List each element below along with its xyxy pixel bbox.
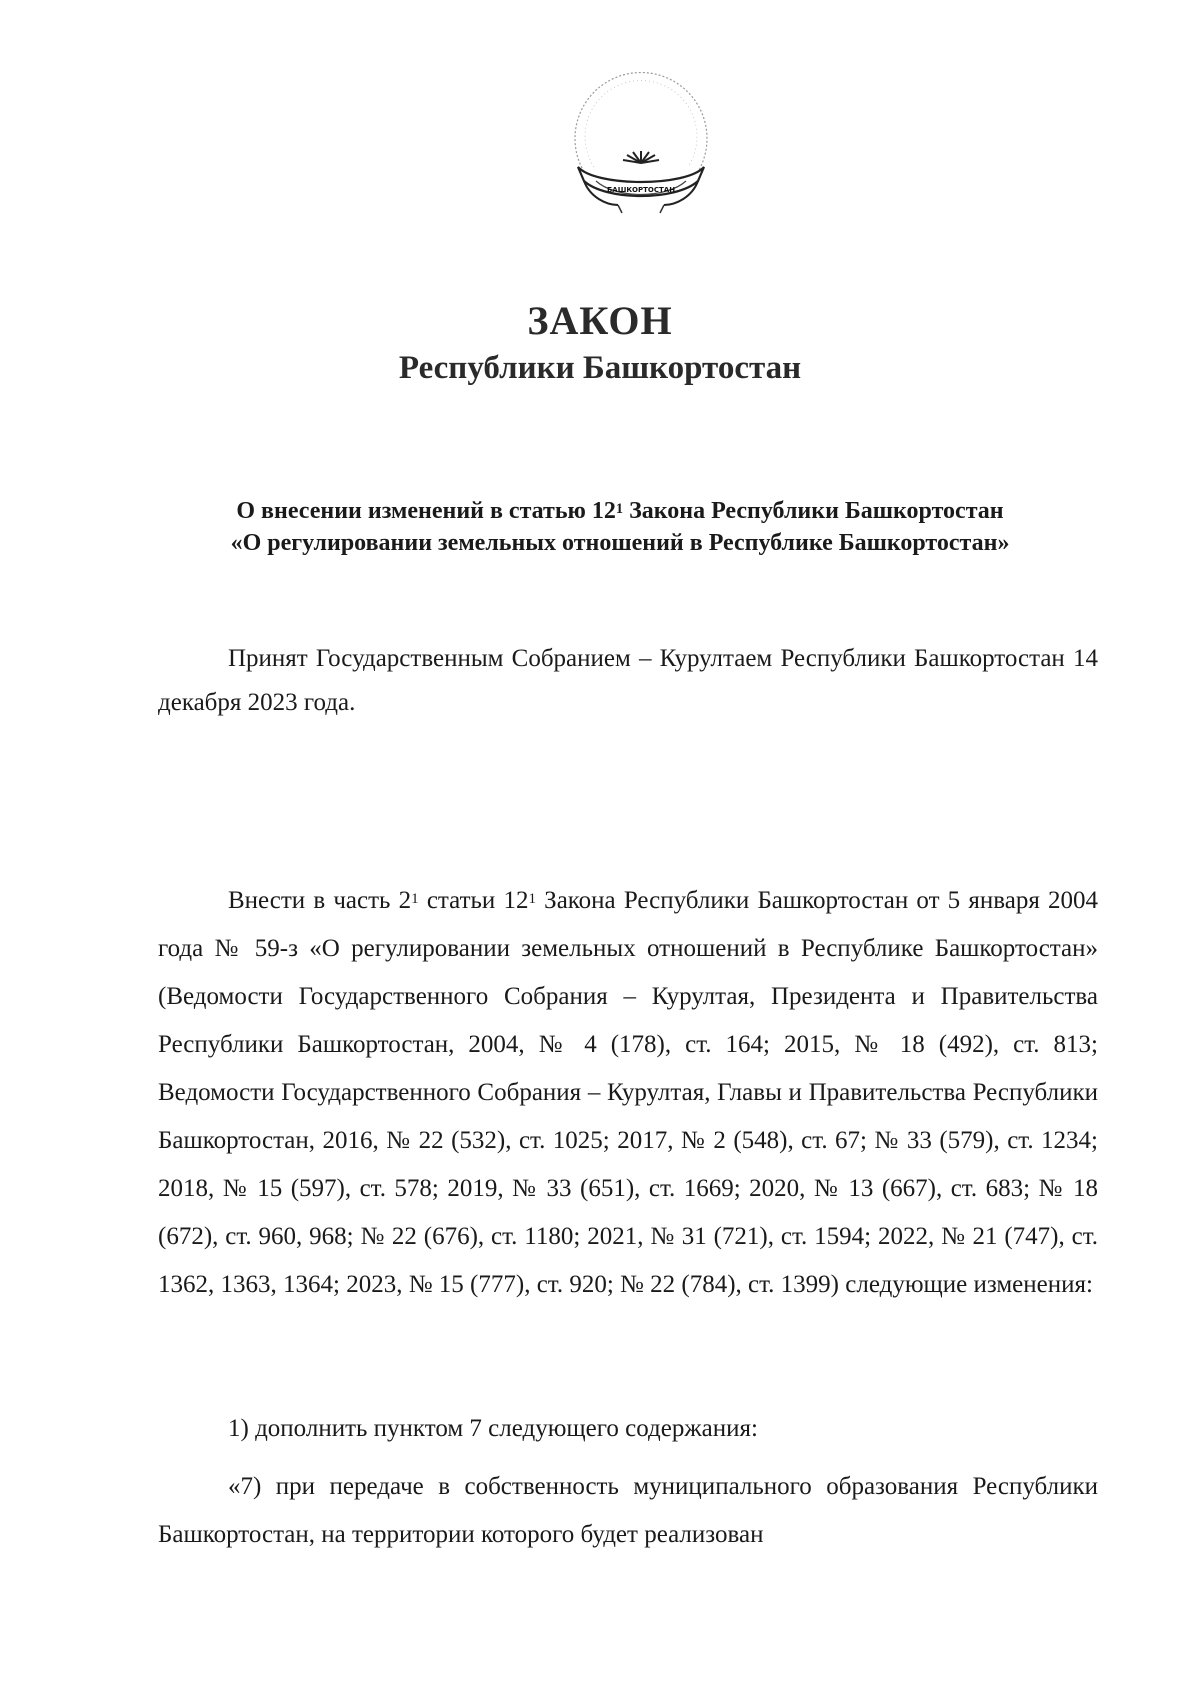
subject-line-1-part-b: Закона Республики Башкортостан	[623, 498, 1004, 524]
body-p1-superscript-2: 1	[528, 890, 536, 907]
subject-line-1	[150, 495, 1090, 527]
emblem-ribbon-text: БАШКОРТОСТАН	[606, 186, 676, 194]
document-subtitle: Республики Башкортостан	[398, 350, 802, 386]
list-item-1: 1) дополнить пунктом 7 следующего содержания:	[228, 1415, 758, 1442]
subject-line-1-part-a: О внесении изменений в статью 12	[236, 498, 616, 524]
quoted-paragraph: «7) при передаче в собственность муниципального образования Республики Башкортостан, на территории которого будет реализован	[158, 1473, 1098, 1548]
body-p1-part-b: статьи 12	[418, 887, 529, 914]
body-p1-part-c: Закона Республики Башкортостан от 5 января 2004 года № 59-з «О регулировании земельных отношений в Республике Башкортостан» (Ведомости Государственного Собрания – Курултая, Президента и Правительства Республики Башкортостан, 2004, № 4 (178), ст. 164; 2015, № 18 (492), ст. 813; Ведомости Государственного Собрания – Курултая, Главы и Правительства Республики Башкортостан, 2016, № 22 (532), ст. 1025; 2017, № 2 (548), ст. 67; № 33 (579), ст. 1234; 2018, № 15 (597), ст. 578; 2019, № 33 (651), ст. 1669; 2020, № 13 (667), ст. 683; № 18 (672), ст. 960, 968; № 22 (676), ст. 1180; 2021, № 31 (721), ст. 1594; 2022, № 21 (747), ст. 1362, 1363, 1364; 2023, № 15 (777), ст. 920; № 22 (784), ст. 1399) следующие изменения:	[158, 887, 1099, 1298]
subject-line-2: «О регулировании земельных отношений в Республике Башкортостан»	[230, 530, 1010, 556]
body-paragraph-1	[158, 877, 1098, 1309]
document-title: ЗАКОН	[527, 298, 673, 343]
bashkortostan-emblem-icon	[556, 55, 726, 230]
adoption-statement: Принят Государственным Собранием – Курултаем Республики Башкортостан 14 декабря 2023 года.	[158, 645, 1098, 716]
subject-superscript: 1	[615, 500, 624, 517]
body-p1-superscript-1: 1	[411, 890, 419, 907]
law-subject	[150, 495, 1090, 559]
body-p1-part-a: Внести в часть 2	[228, 887, 412, 914]
